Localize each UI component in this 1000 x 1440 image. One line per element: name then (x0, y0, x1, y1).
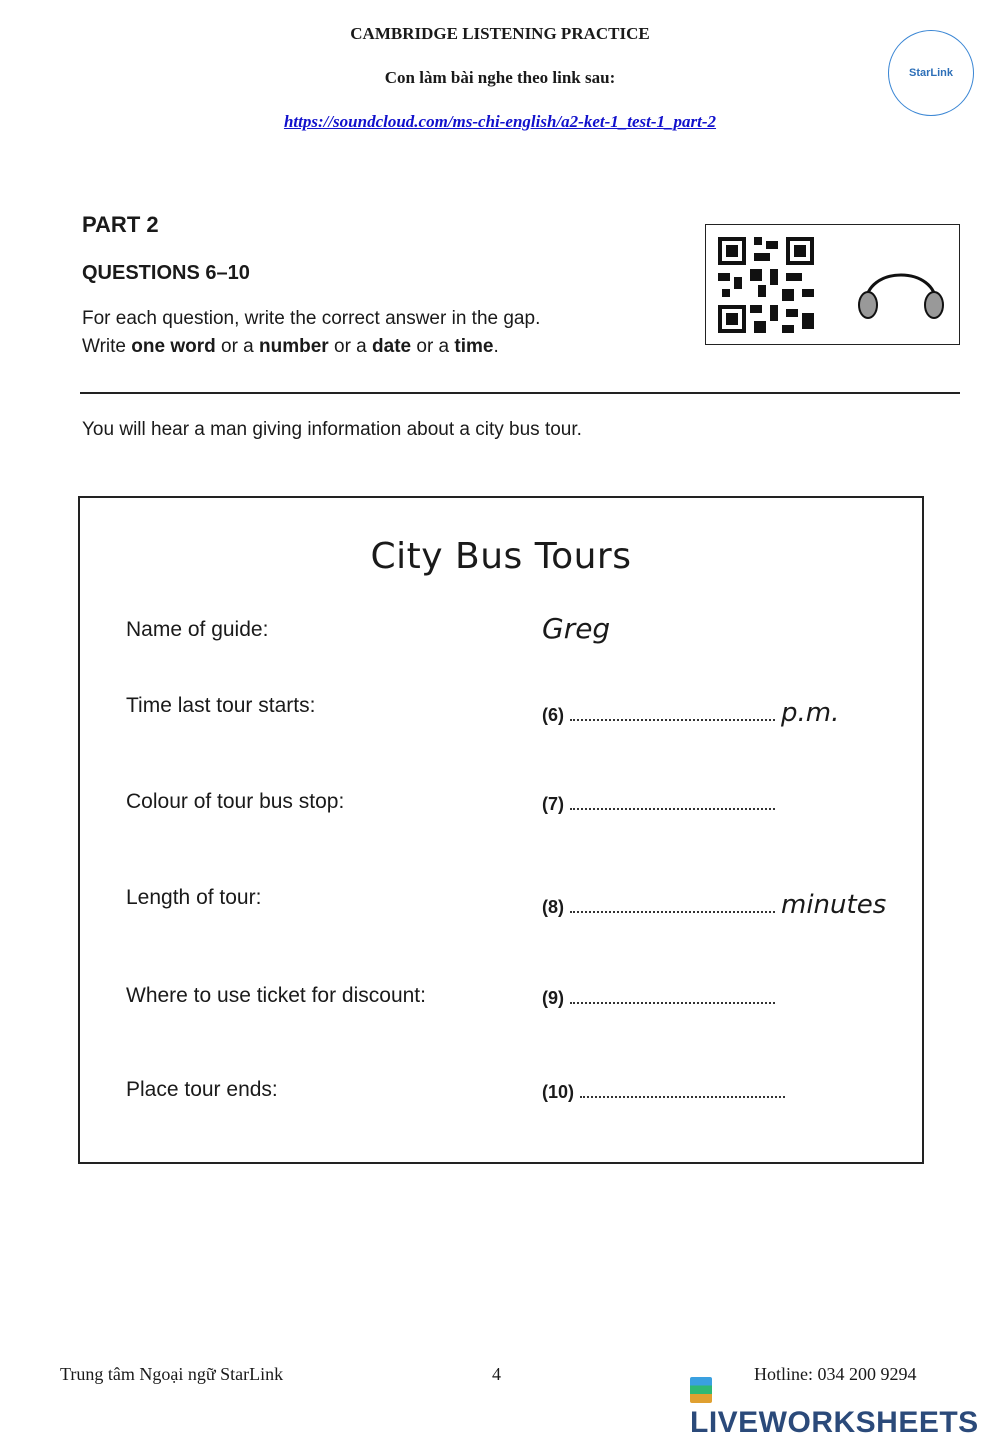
answer-gap-6[interactable] (570, 707, 775, 721)
row-q10 (126, 1078, 906, 1118)
row-q6 (126, 694, 906, 734)
questions-heading: QUESTIONS 6–10 (82, 262, 250, 284)
answer-gap-8[interactable] (570, 899, 775, 913)
row-guide (126, 612, 906, 658)
header-title: CAMBRIDGE LISTENING PRACTICE (350, 24, 650, 43)
question-number: (6) (542, 705, 564, 725)
question-number: (7) (542, 794, 564, 814)
answer-gap-7[interactable] (570, 796, 775, 810)
starlink-logo (888, 30, 974, 116)
part-heading: PART 2 (82, 212, 159, 237)
question-number: (8) (542, 897, 564, 917)
instruction-line-2: Write one word or a number or a date or a time. (82, 336, 499, 357)
unit-label: minutes (781, 890, 887, 920)
unit-label: p.m. (781, 698, 840, 728)
question-number: (9) (542, 988, 564, 1008)
row-label: Time last tour starts: (126, 694, 316, 717)
headphones-icon (856, 245, 946, 325)
footer-center-name: Trung tâm Ngoại ngữ StarLink (60, 1364, 284, 1384)
instructions (82, 305, 540, 361)
question-number: (10) (542, 1082, 575, 1102)
divider (80, 392, 960, 394)
row-label: Colour of tour bus stop: (126, 790, 345, 813)
example-answer: Greg (542, 612, 611, 645)
row-q7 (126, 790, 906, 830)
row-label: Place tour ends: (126, 1078, 278, 1101)
card-title: City Bus Tours (370, 536, 632, 577)
audio-box (705, 224, 960, 345)
soundcloud-link[interactable]: https://soundcloud.com/ms-chi-english/a2-ket-1_test-1_part-2 (283, 112, 717, 131)
answer-gap-9[interactable] (570, 990, 775, 1004)
answer-gap-10[interactable] (580, 1084, 785, 1098)
footer-hotline: Hotline: 034 200 9294 (754, 1364, 917, 1384)
header-subtitle: Con làm bài nghe theo link sau: (384, 68, 616, 87)
liveworksheets-watermark: LIVEWORKSHEETS (690, 1372, 1000, 1440)
tour-card (78, 496, 924, 1164)
qr-code-icon[interactable] (718, 237, 814, 333)
row-label: Length of tour: (126, 886, 262, 909)
logo-text: StarLink (908, 67, 953, 79)
intro-text: You will hear a man giving information about a city bus tour. (82, 419, 582, 440)
row-label: Name of guide: (126, 618, 269, 641)
row-q9 (126, 984, 906, 1024)
page-number: 4 (492, 1364, 501, 1384)
instruction-line-1: For each question, write the correct answer in the gap. (82, 308, 541, 329)
row-label: Where to use ticket for discount: (126, 984, 426, 1007)
liveworksheets-logo-icon (690, 1377, 712, 1403)
row-q8 (126, 886, 906, 926)
